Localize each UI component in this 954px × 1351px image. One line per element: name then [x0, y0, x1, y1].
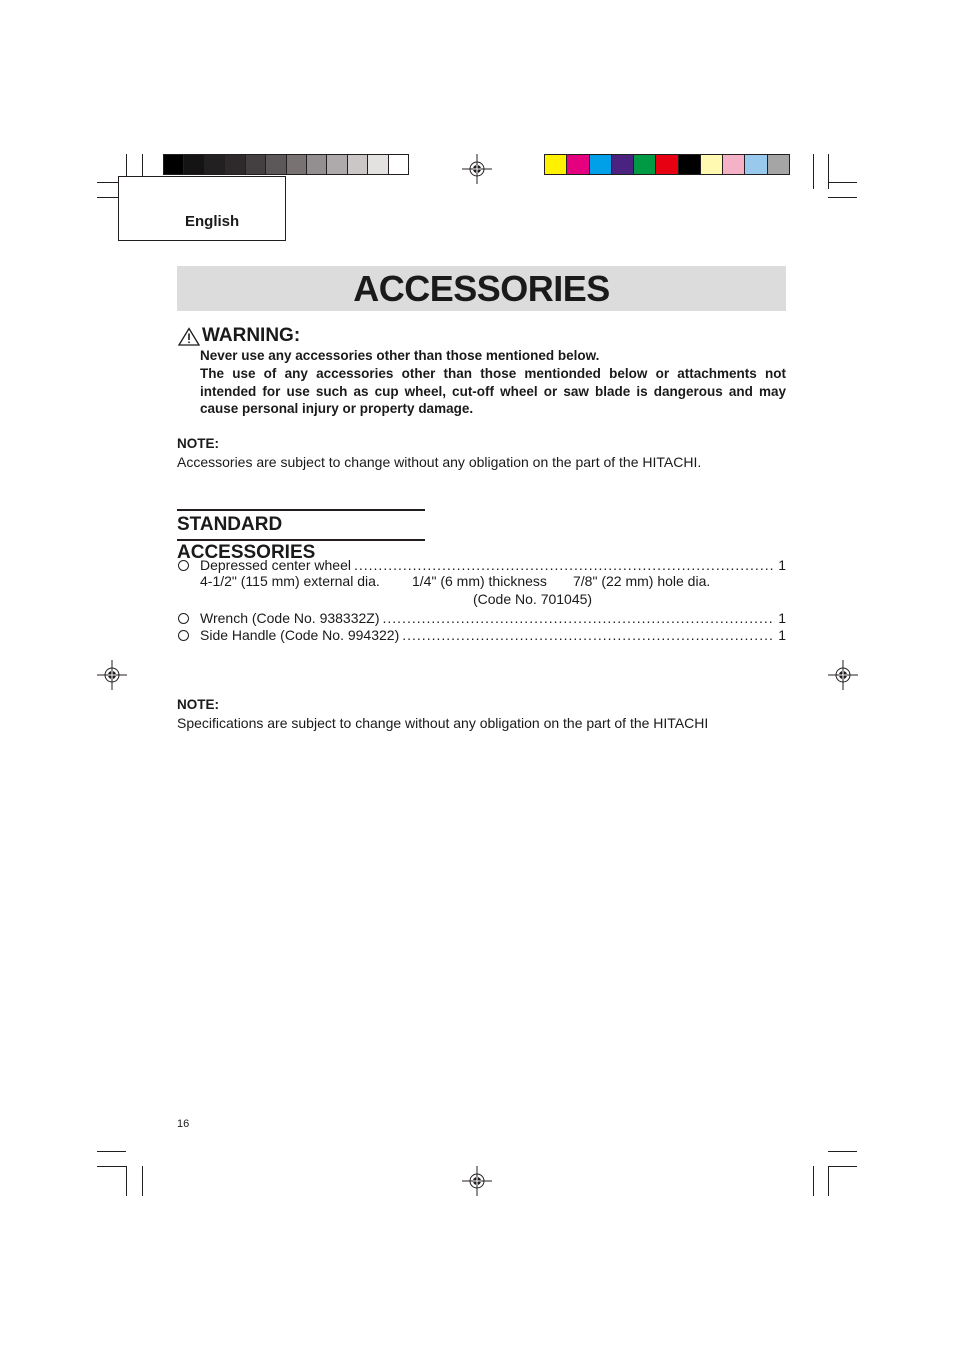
accessory-item-wrench	[177, 609, 786, 627]
note-text: Specifications are subject to change without any obligation on the part of the HITACHI	[177, 715, 709, 731]
note-label: NOTE:	[177, 697, 219, 712]
color-swatch	[184, 155, 204, 174]
warning-heading-text: WARNING:	[202, 325, 301, 346]
color-swatch	[745, 155, 767, 174]
color-swatch	[679, 155, 701, 174]
dot-leader	[402, 626, 775, 644]
color-swatch	[701, 155, 723, 174]
section-title-band	[177, 266, 786, 311]
warning-triangle-icon	[178, 327, 200, 346]
wheel-spec-thickness: 1/4" (6 mm) thickness	[412, 573, 547, 589]
color-swatch	[246, 155, 266, 174]
color-swatch	[612, 155, 634, 174]
accessory-item-side-handle	[177, 626, 786, 644]
bullet-circle-icon	[178, 560, 189, 571]
page-number: 16	[177, 1118, 190, 1130]
color-swatch	[225, 155, 245, 174]
warning-heading	[178, 325, 300, 347]
dot-leader	[383, 609, 776, 627]
note-text: Accessories are subject to change without any obligation on the part of the HITACHI.	[177, 454, 702, 470]
accessory-name: Side Handle (Code No. 994322)	[200, 627, 400, 643]
standard-accessories-heading: STANDARD ACCESSORIES	[177, 509, 425, 541]
grayscale-calibration-bar	[163, 154, 409, 175]
accessory-name: Depressed center wheel	[200, 557, 351, 573]
color-calibration-bar	[544, 154, 790, 175]
color-swatch	[205, 155, 225, 174]
wheel-spec-code: (Code No. 701045)	[473, 591, 593, 607]
color-swatch	[266, 155, 286, 174]
color-swatch	[287, 155, 307, 174]
accessory-name: Wrench (Code No. 938332Z)	[200, 610, 380, 626]
registration-target-icon	[462, 1166, 492, 1196]
color-swatch	[656, 155, 678, 174]
registration-target-icon	[97, 660, 127, 690]
color-swatch	[545, 155, 567, 174]
dot-leader	[354, 556, 775, 574]
registration-target-icon	[828, 660, 858, 690]
registration-target-icon	[462, 154, 492, 184]
accessory-item-wheel	[177, 556, 786, 574]
language-tab-label: English	[185, 213, 240, 230]
bullet-circle-icon	[178, 613, 189, 624]
color-swatch	[368, 155, 388, 174]
bullet-circle-icon	[178, 630, 189, 641]
note-label: NOTE:	[177, 436, 219, 451]
accessory-qty: 1	[778, 610, 786, 626]
color-swatch	[307, 155, 327, 174]
wheel-spec-hole: 7/8" (22 mm) hole dia.	[573, 573, 711, 589]
color-swatch	[348, 155, 368, 174]
color-swatch	[164, 155, 184, 174]
color-swatch	[768, 155, 789, 174]
warning-line-2: The use of any accessories other than those mentionded below or attachments not intended for use such as cup wheel, cut-off wheel or saw blade is dangerous and may cause personal injury or property damage.	[200, 365, 786, 417]
color-swatch	[723, 155, 745, 174]
warning-line-1: Never use any accessories other than those mentioned below.	[200, 348, 600, 363]
color-swatch	[327, 155, 347, 174]
warning-body	[200, 347, 786, 418]
color-swatch	[590, 155, 612, 174]
language-tab-box	[118, 176, 286, 241]
accessory-qty: 1	[778, 557, 786, 573]
wheel-spec-diameter: 4-1/2" (115 mm) external dia.	[200, 573, 380, 589]
color-swatch	[567, 155, 589, 174]
color-swatch	[389, 155, 408, 174]
page-title: ACCESSORIES	[353, 267, 610, 309]
accessory-qty: 1	[778, 627, 786, 643]
color-swatch	[634, 155, 656, 174]
